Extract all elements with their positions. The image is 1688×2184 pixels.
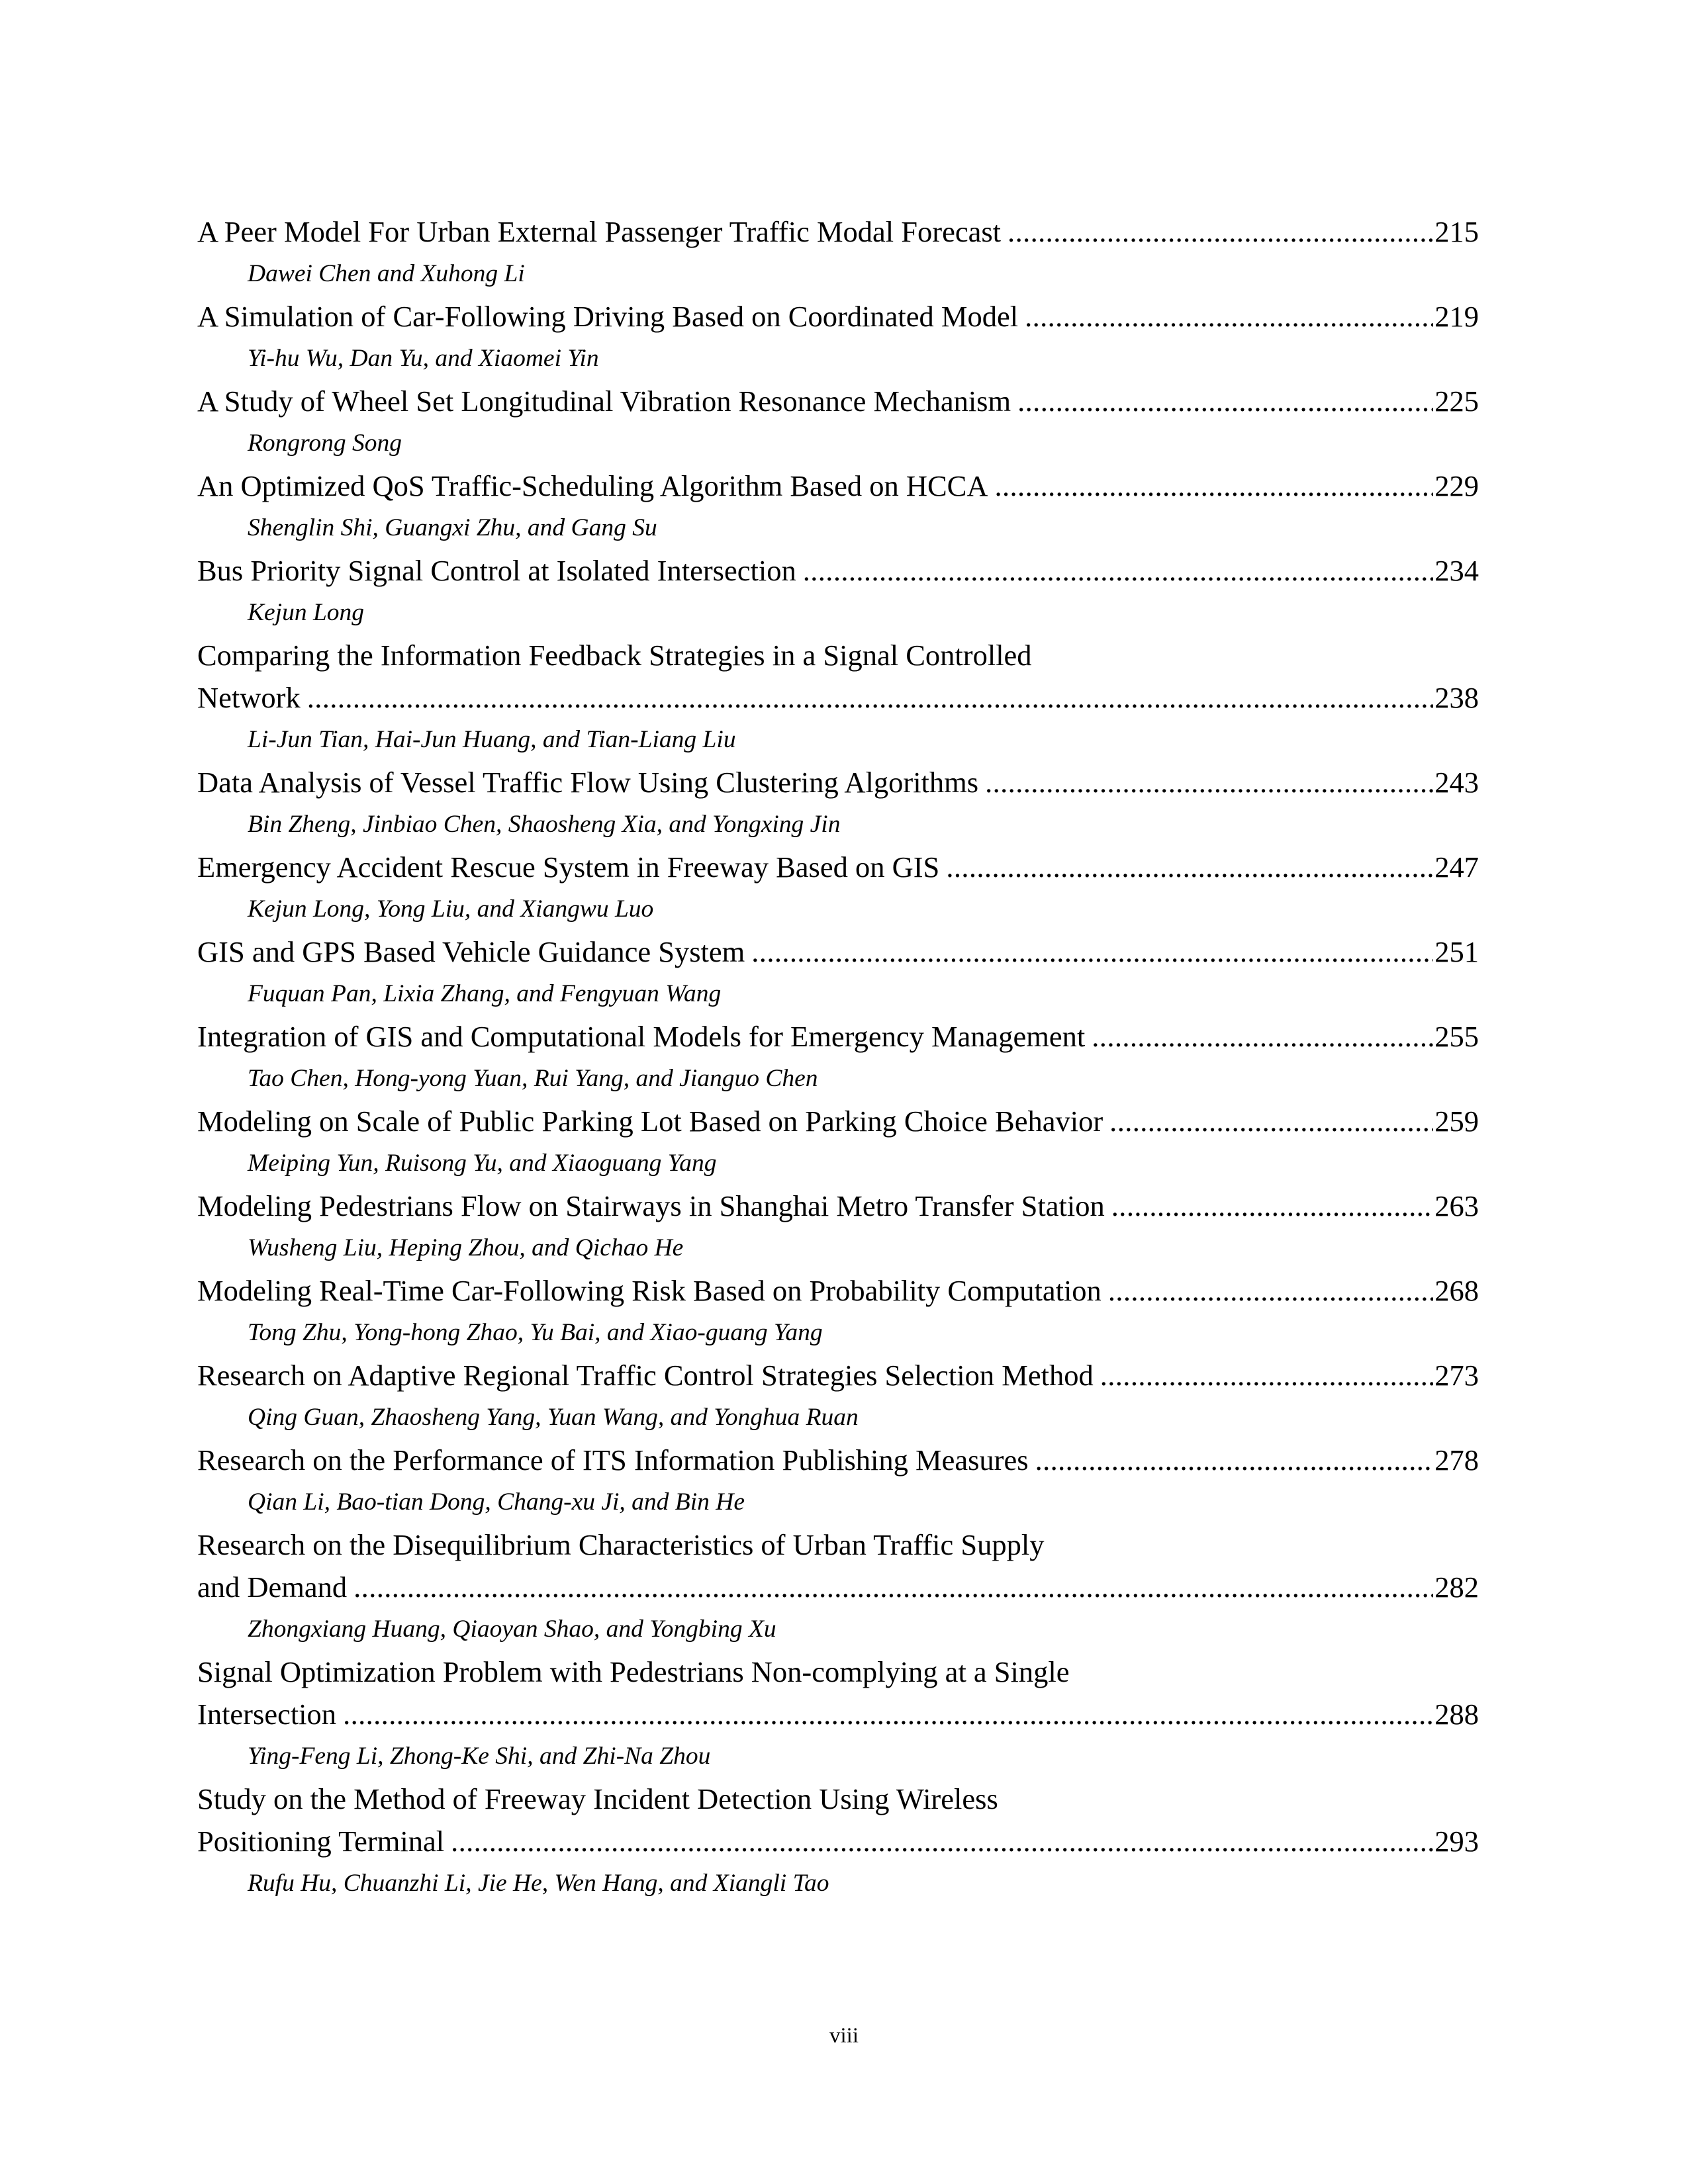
toc-entry — [197, 549, 1479, 634]
toc-entry-authors: Rufu Hu, Chuanzhi Li, Jie He, Wen Hang, and Xiangli Tao — [248, 1870, 829, 1897]
toc-entry-title-line — [197, 761, 1479, 803]
toc-entry-title: An Optimized QoS Traffic-Scheduling Algorithm Based on HCCA — [197, 469, 988, 502]
toc-entry-page-number: 238 — [1434, 681, 1479, 714]
toc-entry-title: Bus Priority Signal Control at Isolated Intersection — [197, 554, 796, 587]
toc-entry-title: Signal Optimization Problem with Pedestrians Non-complying at a Single — [197, 1655, 1070, 1688]
dot-leader — [1111, 1185, 1433, 1227]
dot-leader — [1017, 380, 1433, 422]
toc-entry-authors: Tong Zhu, Yong-hong Zhao, Yu Bai, and Xiao-guang Yang — [248, 1319, 823, 1346]
toc-entry-authors: Rongrong Song — [248, 430, 402, 457]
page-number-footer: viii — [829, 2024, 859, 2048]
toc-entry — [197, 210, 1479, 295]
toc-entry — [197, 1651, 1479, 1778]
dot-leader — [343, 1693, 1433, 1735]
dot-leader — [994, 465, 1433, 507]
toc-entry-authors: Yi-hu Wu, Dan Yu, and Xiaomei Yin — [248, 345, 599, 372]
toc-entry-authors: Shenglin Shi, Guangxi Zhu, and Gang Su — [248, 514, 657, 541]
toc-entry-title-line — [197, 295, 1479, 338]
toc-entry — [197, 380, 1479, 465]
toc-entry — [197, 931, 1479, 1015]
toc-entry-title: Comparing the Information Feedback Strategies in a Signal Controlled — [197, 639, 1032, 672]
dot-leader — [1100, 1354, 1434, 1396]
toc-entry — [197, 465, 1479, 549]
toc-entry-page-number: 263 — [1434, 1189, 1479, 1222]
toc-entry-title-line — [197, 676, 1479, 719]
toc-entry — [197, 1269, 1479, 1354]
toc-entry-page-number: 259 — [1434, 1105, 1479, 1138]
toc-entry-authors: Bin Zheng, Jinbiao Chen, Shaosheng Xia, and Yongxing Jin — [248, 811, 841, 838]
toc-entry-authors: Qian Li, Bao-tian Dong, Chang-xu Ji, and Bin He — [248, 1488, 745, 1516]
toc-entry-page-number: 268 — [1434, 1274, 1479, 1307]
toc-entry-title: Integration of GIS and Computational Models for Emergency Management — [197, 1020, 1086, 1053]
dot-leader — [451, 1820, 1433, 1862]
toc-entry-page-number: 229 — [1434, 469, 1479, 502]
toc-entry-page-number: 247 — [1434, 850, 1479, 884]
toc-entry-title-line — [197, 1778, 1479, 1820]
dot-leader — [803, 549, 1434, 592]
toc-entry-title-line — [197, 1524, 1479, 1566]
dot-leader — [1025, 295, 1433, 338]
toc-entry-title-line — [197, 634, 1479, 676]
toc-entry-title: Modeling Pedestrians Flow on Stairways in Shanghai Metro Transfer Station — [197, 1189, 1105, 1222]
toc-entry-page-number: 273 — [1434, 1359, 1479, 1392]
toc-entry-authors: Kejun Long, Yong Liu, and Xiangwu Luo — [248, 895, 654, 923]
table-of-contents — [197, 210, 1479, 1905]
toc-entry-authors: Dawei Chen and Xuhong Li — [248, 260, 525, 287]
dot-leader — [1092, 1015, 1433, 1058]
toc-entry-authors: Qing Guan, Zhaosheng Yang, Yuan Wang, and Yonghua Ruan — [248, 1404, 859, 1431]
dot-leader — [1008, 210, 1433, 253]
toc-entry-title: A Peer Model For Urban External Passenger Traffic Modal Forecast — [197, 215, 1002, 248]
toc-entry-title-line — [197, 210, 1479, 253]
dot-leader — [307, 676, 1434, 719]
toc-entry-page-number: 293 — [1434, 1825, 1479, 1858]
dot-leader — [751, 931, 1433, 973]
toc-entry-title: Research on Adaptive Regional Traffic Control Strategies Selection Method — [197, 1359, 1094, 1392]
toc-entry-title-line — [197, 1651, 1479, 1693]
toc-entry — [197, 1354, 1479, 1439]
toc-entry-title: Emergency Accident Rescue System in Freeway Based on GIS — [197, 850, 940, 884]
dot-leader — [1035, 1439, 1434, 1481]
toc-entry-title: Research on the Disequilibrium Characteristics of Urban Traffic Supply — [197, 1528, 1045, 1561]
toc-entry — [197, 761, 1479, 846]
toc-entry-page-number: 225 — [1434, 385, 1479, 418]
toc-entry-page-number: 278 — [1434, 1443, 1479, 1477]
toc-entry-title-line — [197, 846, 1479, 888]
toc-entry-page-number: 215 — [1434, 215, 1479, 248]
toc-entry-title-line — [197, 931, 1479, 973]
toc-entry-title: Intersection — [197, 1698, 337, 1731]
toc-entry-authors: Li-Jun Tian, Hai-Jun Huang, and Tian-Liang Liu — [248, 726, 736, 753]
toc-entry-page-number: 251 — [1434, 935, 1479, 968]
toc-entry-title: Modeling Real-Time Car-Following Risk Based on Probability Computation — [197, 1274, 1102, 1307]
toc-entry — [197, 1100, 1479, 1185]
toc-entry-page-number: 282 — [1434, 1570, 1479, 1604]
toc-entry-title: GIS and GPS Based Vehicle Guidance System — [197, 935, 745, 968]
toc-entry-title-line — [197, 1015, 1479, 1058]
toc-entry-page-number: 243 — [1434, 766, 1479, 799]
toc-entry-authors: Ying-Feng Li, Zhong-Ke Shi, and Zhi-Na Zhou — [248, 1743, 711, 1770]
toc-entry — [197, 1778, 1479, 1905]
toc-entry-title-line — [197, 1269, 1479, 1312]
toc-entry — [197, 634, 1479, 761]
toc-entry — [197, 1185, 1479, 1269]
toc-entry-title-line — [197, 1354, 1479, 1396]
toc-entry-title: Network — [197, 681, 301, 714]
toc-entry-title-line — [197, 1100, 1479, 1142]
dot-leader — [1109, 1100, 1433, 1142]
toc-entry-authors: Tao Chen, Hong-yong Yuan, Rui Yang, and Jianguo Chen — [248, 1065, 818, 1092]
toc-entry-authors: Fuquan Pan, Lixia Zhang, and Fengyuan Wang — [248, 980, 722, 1007]
toc-entry-page-number: 219 — [1434, 300, 1479, 333]
toc-entry-page-number: 255 — [1434, 1020, 1479, 1053]
dot-leader — [985, 761, 1433, 803]
toc-entry — [197, 1524, 1479, 1651]
dot-leader — [353, 1566, 1433, 1608]
toc-entry — [197, 295, 1479, 380]
toc-entry-title: Modeling on Scale of Public Parking Lot Based on Parking Choice Behavior — [197, 1105, 1103, 1138]
toc-entry-title: Study on the Method of Freeway Incident Detection Using Wireless — [197, 1782, 998, 1815]
toc-entry-title-line — [197, 1566, 1479, 1608]
toc-entry-title-line — [197, 465, 1479, 507]
toc-entry-title-line — [197, 1439, 1479, 1481]
toc-entry-title: Positioning Terminal — [197, 1825, 445, 1858]
toc-entry — [197, 1015, 1479, 1100]
toc-entry-authors: Meiping Yun, Ruisong Yu, and Xiaoguang Yang — [248, 1150, 717, 1177]
toc-entry-title: and Demand — [197, 1570, 348, 1604]
toc-entry-page-number: 234 — [1434, 554, 1479, 587]
dot-leader — [946, 846, 1433, 888]
toc-entry-page-number: 288 — [1434, 1698, 1479, 1731]
toc-entry — [197, 1439, 1479, 1524]
toc-entry-title-line — [197, 380, 1479, 422]
toc-entry-title-line — [197, 1185, 1479, 1227]
toc-entry-title: Research on the Performance of ITS Information Publishing Measures — [197, 1443, 1029, 1477]
toc-entry-authors: Wusheng Liu, Heping Zhou, and Qichao He — [248, 1234, 684, 1261]
toc-entry-authors: Zhongxiang Huang, Qiaoyan Shao, and Yongbing Xu — [248, 1615, 776, 1643]
toc-entry-title-line — [197, 1820, 1479, 1862]
toc-entry-title: A Study of Wheel Set Longitudinal Vibration Resonance Mechanism — [197, 385, 1011, 418]
toc-entry-title: Data Analysis of Vessel Traffic Flow Using Clustering Algorithms — [197, 766, 979, 799]
toc-entry — [197, 846, 1479, 931]
toc-entry-title-line — [197, 1693, 1479, 1735]
dot-leader — [1108, 1269, 1433, 1312]
toc-entry-title: A Simulation of Car-Following Driving Based on Coordinated Model — [197, 300, 1019, 333]
toc-entry-title-line — [197, 549, 1479, 592]
toc-entry-authors: Kejun Long — [248, 599, 365, 626]
